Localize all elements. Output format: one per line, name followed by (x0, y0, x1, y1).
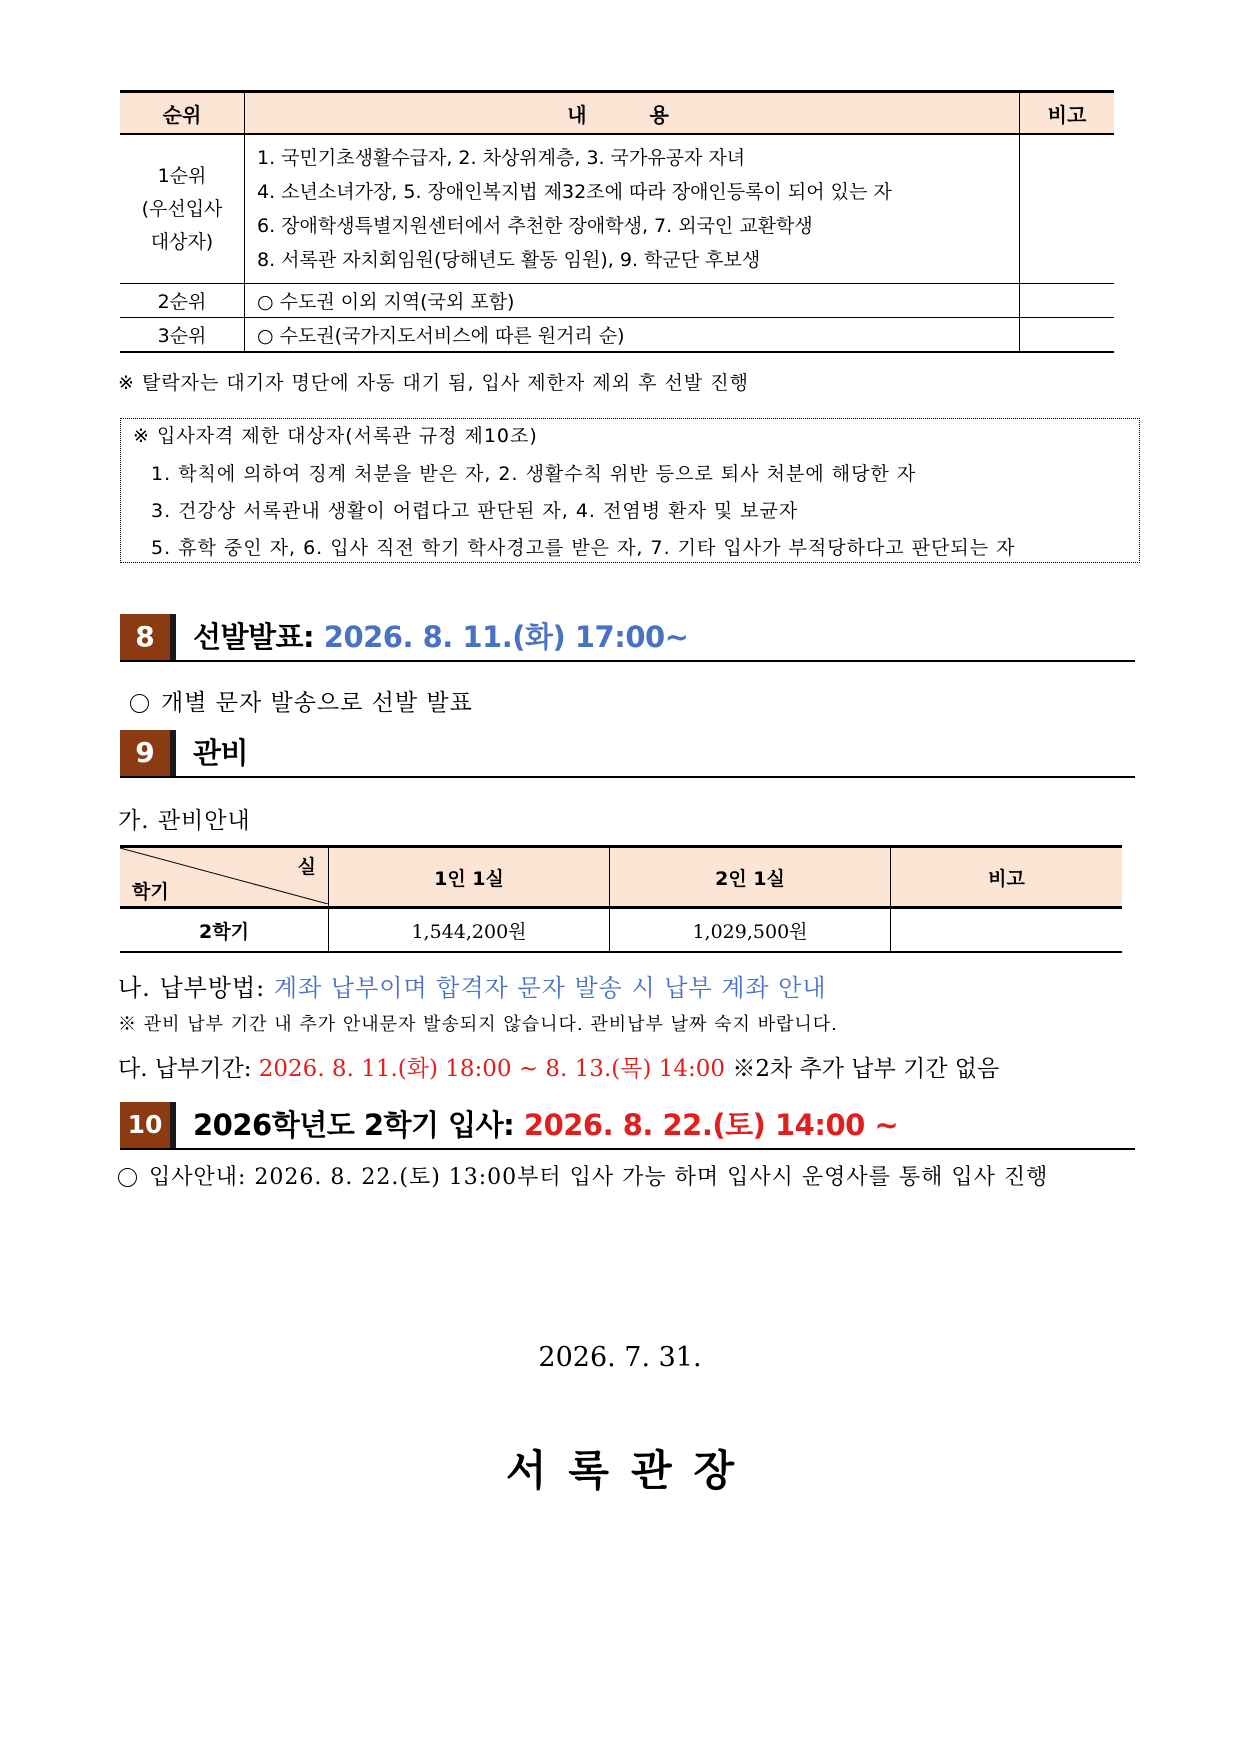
section-number: 9 (120, 730, 176, 776)
section-10-item (118, 1160, 1048, 1191)
section-title (193, 614, 688, 660)
rank-cell: 2순위 (120, 284, 245, 318)
section-number: 10 (120, 1102, 176, 1148)
table-row (120, 134, 1114, 284)
section-number: 8 (120, 614, 176, 660)
payment-period-label: 다. 납부기간: (118, 1056, 252, 1082)
header-rank: 순위 (120, 92, 245, 135)
move-in-date: 2026. 8. 22.(토) 14:00 ~ (523, 1108, 899, 1142)
note-cell (891, 908, 1123, 953)
single-fee-cell: 1,544,200원 (329, 908, 610, 953)
corner-top-label: 실 (297, 856, 316, 878)
payment-period-value: 2026. 8. 11.(화) 18:00 ~ 8. 13.(목) 14:00 (258, 1056, 726, 1082)
section-title: 관비 (193, 736, 249, 770)
waitlist-note: ※ 탈락자는 대기자 명단에 자동 대기 됨, 입사 제한자 제외 후 선발 진행 (118, 372, 749, 394)
semester-cell: 2학기 (120, 908, 329, 953)
header-content: 내 용 (245, 92, 1020, 135)
payment-period (118, 1050, 999, 1083)
header-double: 2인 1실 (610, 847, 891, 908)
section-10-header (120, 1102, 1135, 1150)
fee-table (120, 845, 1122, 953)
corner-cell (120, 847, 329, 908)
content-line: 1. 국민기초생활수급자, 2. 차상위계층, 3. 국가유공자 자녀 (257, 147, 746, 169)
content-line: 6. 장애학생특별지원센터에서 추천한 장애학생, 7. 외국인 교환학생 (257, 215, 813, 237)
fee-table-header (120, 847, 1122, 908)
payment-method (118, 968, 827, 1003)
table-row (120, 284, 1114, 318)
circle-icon (130, 694, 149, 713)
section-title (193, 1102, 898, 1148)
restriction-line: 5. 휴학 중인 자, 6. 입사 직전 학기 학사경고를 받은 자, 7. 기타 입사가 부적당하다고 판단되는 자 (151, 537, 1016, 559)
corner-bottom-label: 학기 (132, 881, 169, 903)
circle-icon (118, 1168, 137, 1187)
fee-subheading: 가. 관비안내 (118, 808, 251, 834)
content-cell: ○ 수도권 이외 지역(국외 포함) (245, 284, 1020, 318)
section-8-item-text: 개별 문자 발송으로 선발 발표 (161, 690, 473, 716)
priority-table-header (120, 92, 1114, 135)
rank-line: 대상자) (150, 230, 214, 253)
restriction-line: 1. 학칙에 의하여 징계 처분을 받은 자, 2. 생활수칙 위반 등으로 퇴사 처분에 해당한 자 (151, 463, 917, 485)
section-title-text: 2026학년도 2학기 입사: (193, 1108, 515, 1142)
note-cell (1020, 284, 1115, 318)
table-row (120, 318, 1114, 353)
priority-table (120, 90, 1114, 353)
payment-period-extra: ※2차 추가 납부 기간 없음 (732, 1056, 1000, 1082)
rank-cell: 3순위 (120, 318, 245, 353)
restriction-line: 3. 건강상 서록관내 생활이 어렵다고 판단된 자, 4. 전염병 환자 및 보균자 (151, 500, 799, 522)
announcement-date: 2026. 8. 11.(화) 17:00~ (323, 620, 689, 654)
double-fee-cell: 1,029,500원 (610, 908, 891, 953)
content-line: 8. 서록관 자치회임원(당해년도 활동 임원), 9. 학군단 후보생 (257, 249, 761, 271)
note-cell (1020, 318, 1115, 353)
payment-note: ※ 관비 납부 기간 내 추가 안내문자 발송되지 않습니다. 관비납부 날짜 숙지 바랍니다. (118, 1014, 838, 1035)
section-10-item-text: 입사안내: 2026. 8. 22.(토) 13:00부터 입사 가능 하며 입사시 운영사를 통해 입사 진행 (149, 1165, 1049, 1190)
rank-cell (120, 134, 245, 284)
restriction-title: ※ 입사자격 제한 대상자(서록관 규정 제10조) (133, 425, 538, 447)
content-cell (245, 134, 1020, 284)
table-row (120, 908, 1122, 953)
content-cell: ○ 수도권(국가지도서비스에 따른 원거리 순) (245, 318, 1020, 353)
section-9-header (120, 730, 1135, 778)
section-8-header (120, 614, 1135, 662)
content-line: 4. 소년소녀가장, 5. 장애인복지법 제32조에 따라 장애인등록이 되어 있는 자 (257, 181, 892, 203)
header-note: 비고 (891, 847, 1123, 908)
note-cell (1020, 134, 1115, 284)
section-title-text: 선발발표: (193, 620, 315, 654)
rank-line: (우선입사 (141, 197, 223, 220)
restriction-box (120, 418, 1140, 563)
header-single: 1인 1실 (329, 847, 610, 908)
section-8-item (130, 684, 473, 717)
payment-method-value: 계좌 납부이며 합격자 문자 발송 시 납부 계좌 안내 (273, 974, 827, 1002)
payment-method-label: 나. 납부방법: (118, 974, 266, 1002)
signature: 서록관장 (505, 1446, 757, 1495)
header-note: 비고 (1020, 92, 1115, 135)
rank-line: 1순위 (157, 164, 207, 187)
issue-date: 2026. 7. 31. (538, 1342, 702, 1373)
